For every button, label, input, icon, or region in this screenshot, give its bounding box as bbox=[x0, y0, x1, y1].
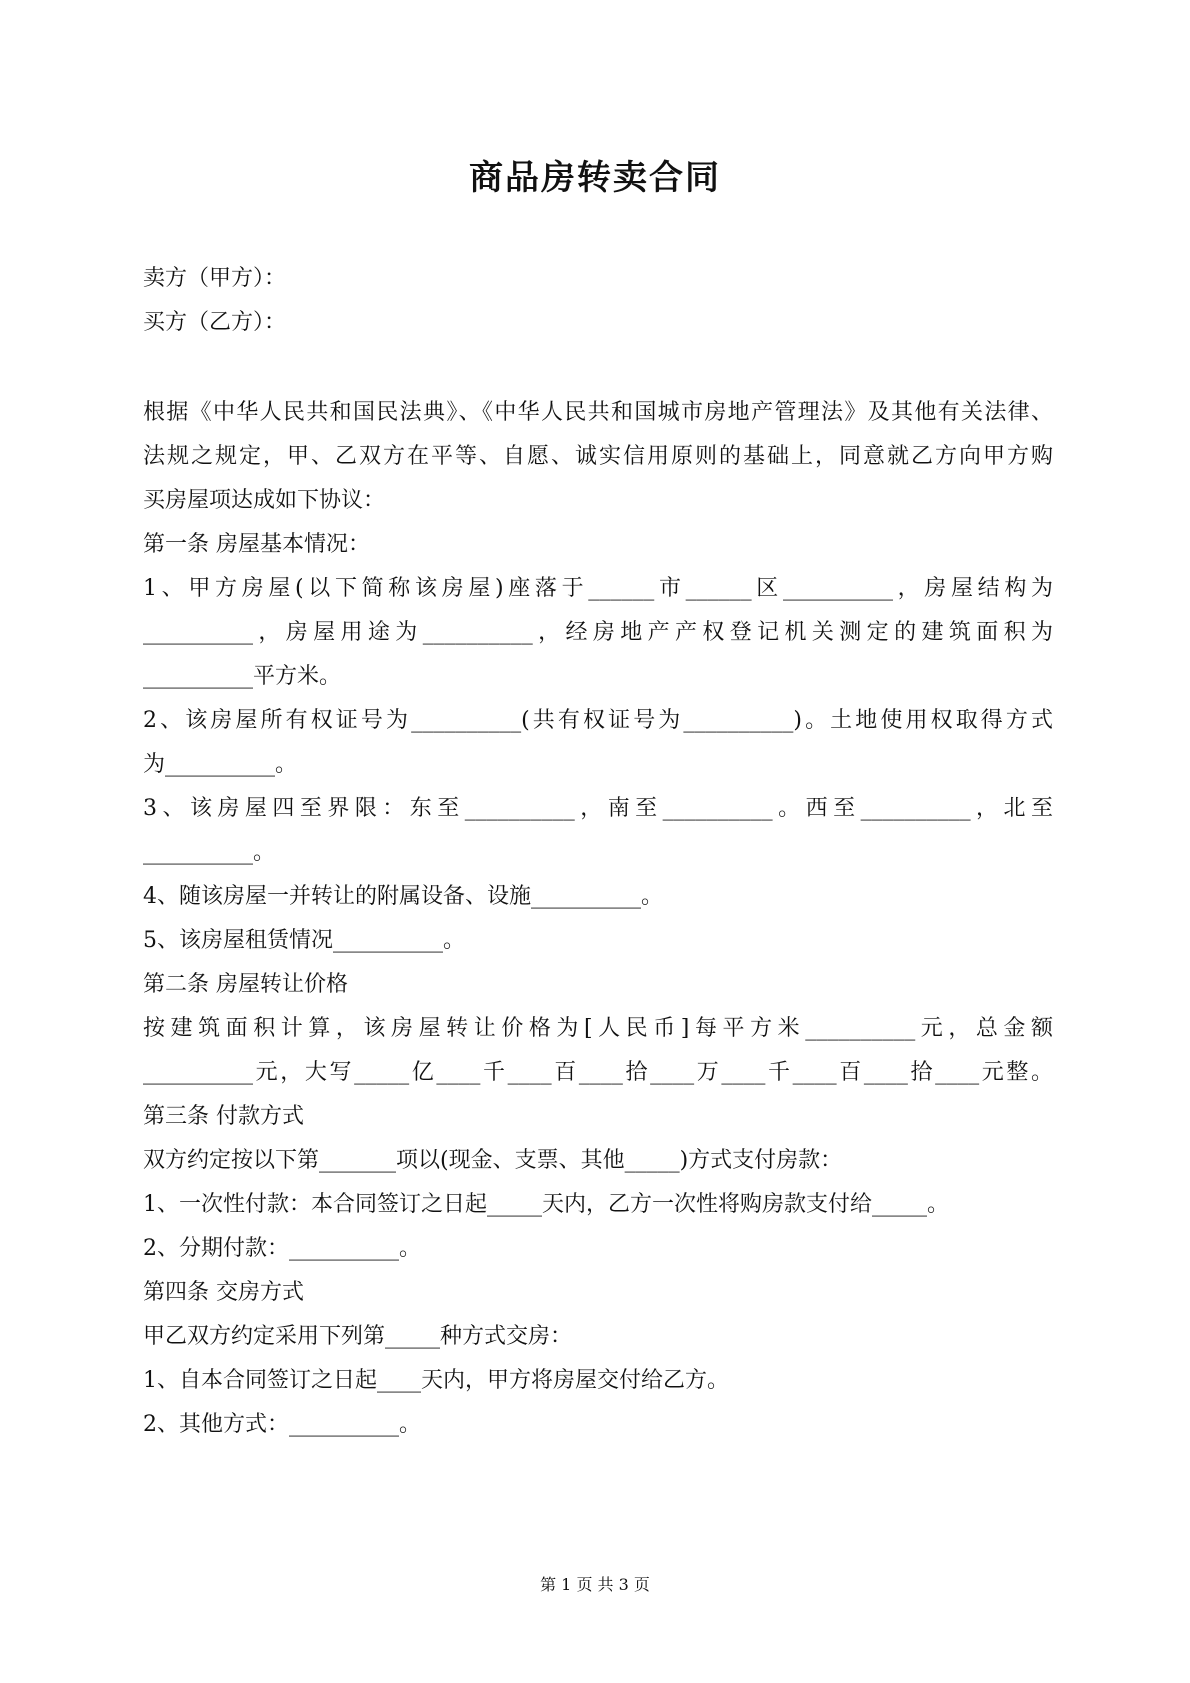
section-heading: 第四条 交房方式 bbox=[143, 1280, 304, 1305]
paragraph-line: 1、一次性付款：本合同签订之日起_____天内，乙方一次性将购房款支付给_____。 bbox=[143, 1192, 949, 1217]
paragraph-line: 买房屋项达成如下协议： bbox=[143, 488, 386, 513]
seller-line: 卖方（甲方）： bbox=[143, 266, 287, 291]
paragraph-line: 4、随该房屋一并转让的附属设备、设施__________。 bbox=[143, 884, 663, 909]
paragraph-line: __________平方米。 bbox=[143, 664, 342, 689]
paragraph-line: __________元，大写_____亿____千____百____拾____万____千____百____拾____元整。 bbox=[143, 1060, 1053, 1085]
paragraph-line: __________。 bbox=[143, 840, 276, 865]
document-title: 商品房转卖合同 bbox=[469, 158, 721, 198]
paragraph-line: 双方约定按以下第_______项以(现金、支票、其他_____)方式支付房款： bbox=[143, 1148, 843, 1173]
paragraph-line: 1、甲方房屋(以下简称该房屋)座落于______市______区__________，房屋结构为 bbox=[143, 576, 1053, 601]
section-heading: 第一条 房屋基本情况： bbox=[143, 532, 370, 557]
paragraph-line: 3、该房屋四至界限：东至__________，南至__________。西至__________，北至 bbox=[143, 796, 1053, 821]
paragraph-line: 法规之规定，甲、乙双方在平等、自愿、诚实信用原则的基础上，同意就乙方向甲方购 bbox=[143, 444, 1053, 469]
paragraph-line: 按建筑面积计算，该房屋转让价格为[人民币]每平方米__________元，总金额 bbox=[143, 1016, 1053, 1041]
paragraph-line: 2、其他方式：__________。 bbox=[143, 1412, 421, 1437]
section-heading: 第三条 付款方式 bbox=[143, 1104, 304, 1129]
paragraph-line: 2、该房屋所有权证号为__________(共有权证号为__________)。土地使用权取得方式 bbox=[143, 708, 1053, 733]
paragraph-line: 甲乙双方约定采用下列第_____种方式交房： bbox=[143, 1324, 573, 1349]
section-heading: 第二条 房屋转让价格 bbox=[143, 972, 348, 997]
buyer-line: 买方（乙方）： bbox=[143, 310, 287, 335]
paragraph-line: 2、分期付款：__________。 bbox=[143, 1236, 421, 1261]
paragraph-line: 为__________。 bbox=[143, 752, 298, 777]
paragraph-line: 5、该房屋租赁情况__________。 bbox=[143, 928, 465, 953]
paragraph-line: 1、自本合同签订之日起____天内，甲方将房屋交付给乙方。 bbox=[143, 1368, 729, 1393]
paragraph-line: __________，房屋用途为__________，经房地产产权登记机关测定的建筑面积为 bbox=[143, 620, 1053, 645]
page-footer: 第 1 页 共 3 页 bbox=[540, 1575, 650, 1594]
paragraph-line: 根据《中华人民共和国民法典》、《中华人民共和国城市房地产管理法》及其他有关法律、 bbox=[143, 400, 1053, 425]
